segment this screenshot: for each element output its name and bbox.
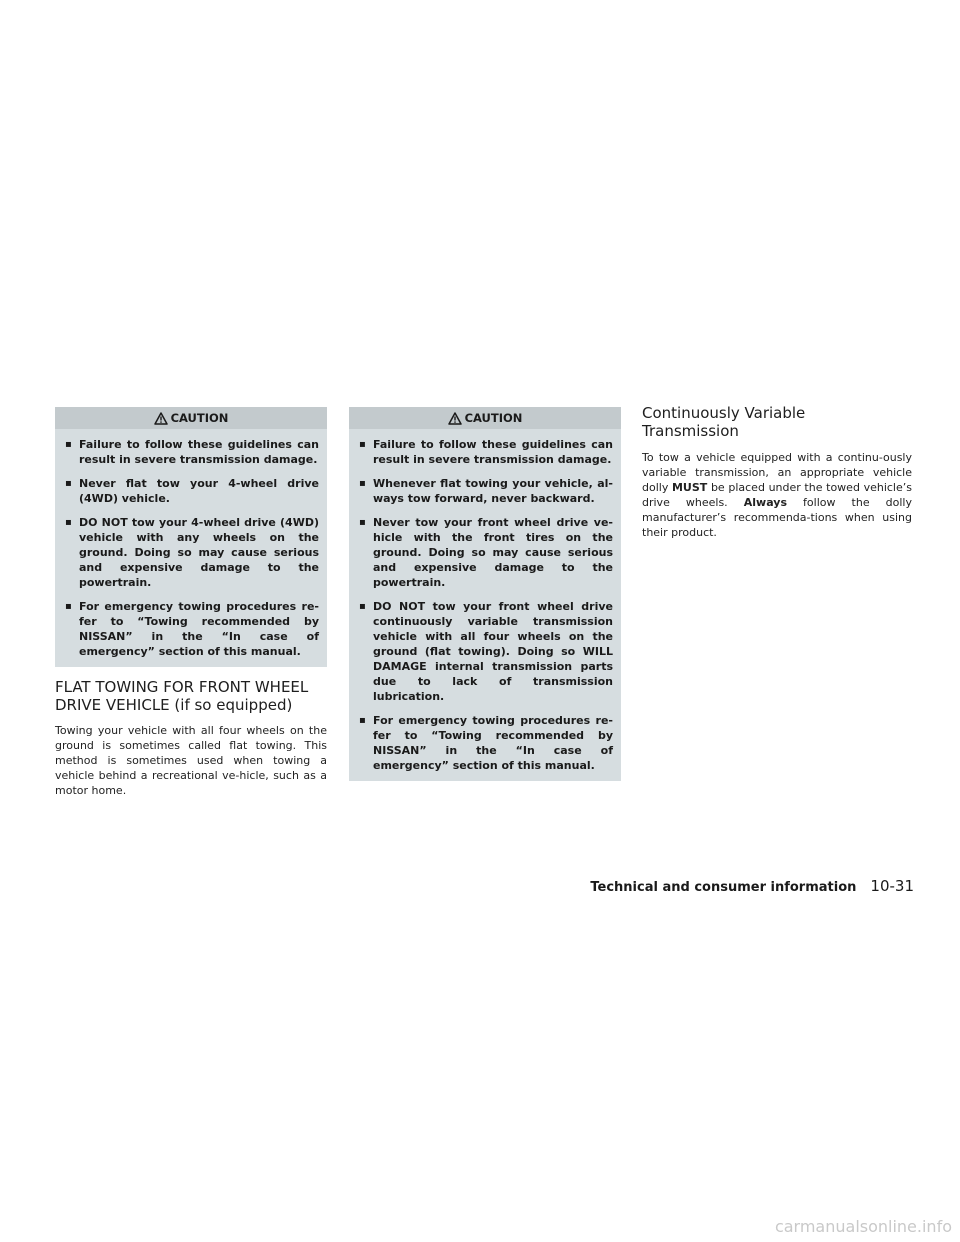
caution-item: ▪ Whenever flat towing your vehicle, al-ways tow forward, never backward.	[359, 476, 613, 506]
emphasis-always: Always	[743, 496, 787, 509]
caution-title: CAUTION	[170, 411, 229, 425]
right-column	[642, 404, 912, 540]
caution-list	[359, 437, 613, 773]
caution-item: ▪ Failure to follow these guidelines can result in severe transmission damage.	[359, 437, 613, 467]
emphasis-must: MUST	[671, 481, 708, 494]
caution-header	[349, 407, 621, 429]
middle-column	[349, 407, 621, 781]
caution-list	[65, 437, 319, 659]
page-number: 10-31	[870, 877, 914, 895]
caution-item: ▪ Failure to follow these guidelines can result in severe transmission damage.	[65, 437, 319, 467]
caution-box-left	[55, 407, 327, 667]
caution-item: ▪ For emergency towing procedures re-fer to “Towing recommended by NISSAN” in the “In case of emergency” section of this manual.	[359, 713, 613, 773]
footer-section-title: Technical and consumer information	[590, 880, 857, 895]
body-text: follow the dolly manufacturer’s recommenda-tions when using their product.	[642, 496, 912, 539]
caution-header	[55, 407, 327, 429]
body-text: To tow a vehicle equipped with a continu-ously variable transmission, an appropriate vehicle dolly	[642, 451, 912, 494]
warning-icon	[154, 412, 168, 425]
watermark: carmanualsonline.info	[774, 1217, 952, 1236]
left-column	[55, 407, 327, 798]
caution-item: ▪ DO NOT tow your front wheel drive continuously variable transmission vehicle with all four wheels on the ground (flat towing). Doing so WILL DAMAGE internal transmission parts due to lack of transmission lubrication.	[359, 599, 613, 704]
caution-item: ▪ DO NOT tow your 4-wheel drive (4WD) vehicle with any wheels on the ground. Doing so may cause serious and expensive damage to the powertrain.	[65, 515, 319, 590]
caution-title: CAUTION	[464, 411, 523, 425]
section-heading: Continuously Variable Transmission	[642, 404, 806, 440]
caution-item: ▪ For emergency towing procedures re-fer to “Towing recommended by NISSAN” in the “In case of emergency” section of this manual.	[65, 599, 319, 659]
body-text: be placed under the towed vehicle’s drive wheels.	[642, 481, 912, 509]
caution-item: ▪ Never tow your front wheel drive ve-hicle with the front tires on the ground. Doing so may cause serious and expensive damage to the powertrain.	[359, 515, 613, 590]
caution-item: ▪ Never flat tow your 4-wheel drive (4WD) vehicle.	[65, 476, 319, 506]
warning-icon	[448, 412, 462, 425]
page-footer	[590, 877, 914, 895]
body-paragraph: Towing your vehicle with all four wheels on the ground is sometimes called flat towing. This method is sometimes used when towing a vehicle behind a recreational ve-hicle, such as a motor home.	[55, 724, 327, 797]
body-paragraph	[642, 450, 912, 540]
section-heading: FLAT TOWING FOR FRONT WHEEL DRIVE VEHICLE (if so equipped)	[55, 678, 309, 714]
caution-box-middle	[349, 407, 621, 781]
